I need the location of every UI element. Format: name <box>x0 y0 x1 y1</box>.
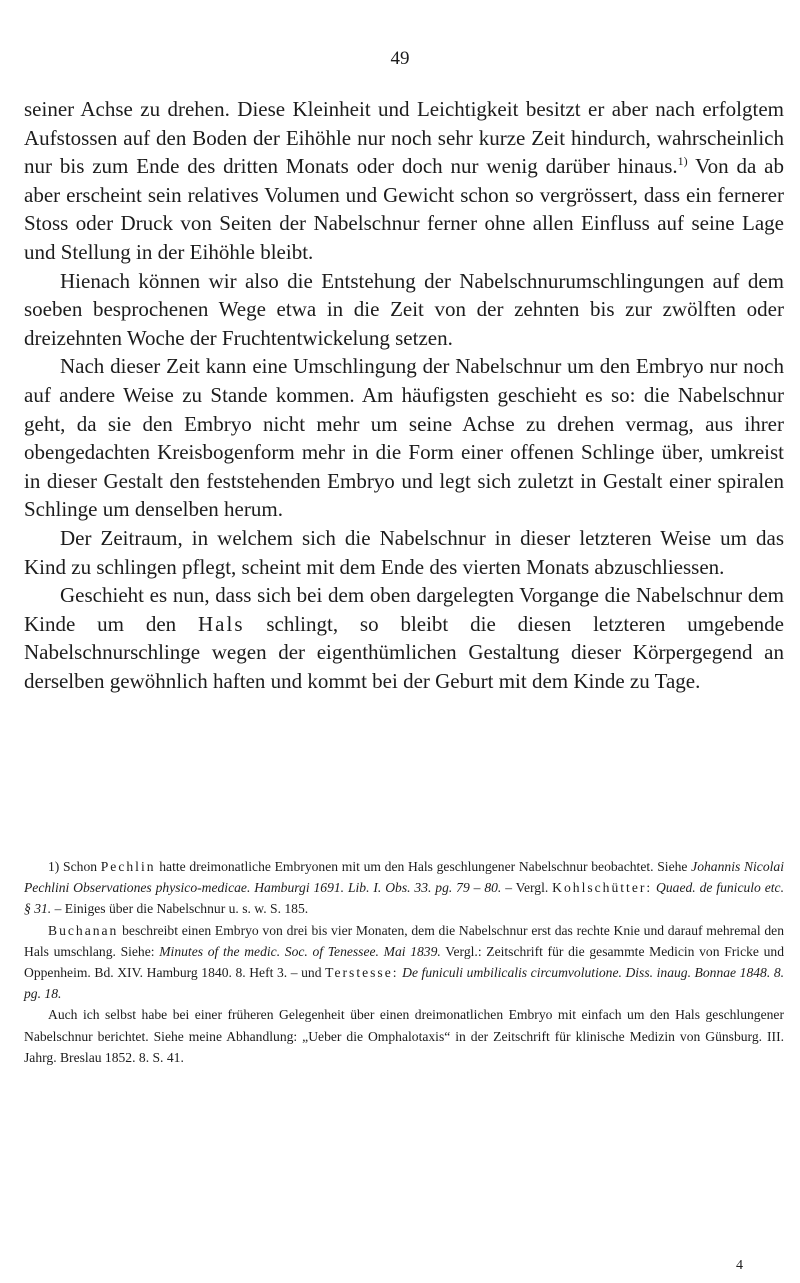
citation-pechlin: Johannis Nicolai Pechlini Observationes physico-medicae. Hamburgi 1691. Lib. I. Obs. 33. pg. 79 – 80. <box>24 859 784 896</box>
footnote-text: – Einiges über die Nabelschnur u. s. w. S. 185. <box>54 901 309 917</box>
author-buchanan: Buchanan <box>48 922 119 938</box>
paragraph-1-text: seiner Achse zu drehen. Diese Kleinheit und Leichtigkeit besitzt er aber nach erfolgtem Aufstossen auf den Boden der Eihöhle nur noch sehr kurze Zeit hindurch, wahrscheinlich nur bis zum Ende des dritten Monats oder doch nur wenig darüber hinaus. <box>24 97 784 179</box>
paragraph-5-text-b: schlingt, so bleibt die diesen letzteren umgebende Nabelschnurschlinge wegen der eigenthümlichen Gestaltung dieser Körpergegend an derselben gewöhnlich haften und kommt bei der Geburt mit dem Kinde zu Tage. <box>24 611 785 693</box>
footnote-1 <box>24 856 784 920</box>
paragraph-4: Der Zeitraum, in welchem sich die Nabelschnur in dieser letzteren Weise um das Kind zu schlingen pflegt, scheint mit dem Ende des vierten Monats abzuschliessen. <box>24 525 784 579</box>
emphasis-hals: Hals <box>198 611 245 636</box>
page-number: 49 <box>390 48 410 69</box>
paragraph-2: Hienach können wir also die Entstehung der Nabelschnurumschlingungen auf dem soeben besprochenen Wege etwa in die Zeit von der zehnten bis zur zwölften oder dreizehnten Woche der Fruchtentwickelung setzen. <box>24 268 784 350</box>
citation-kohlschuetter: Quaed. de funiculo etc. § 31. <box>24 880 784 917</box>
footnote-text: hatte dreimonatliche Embryonen mit um den Hals geschlungener Nabelschnur beobachtet. Siehe <box>159 859 688 874</box>
paragraph-1-continuation: Von da ab aber erscheint sein relatives Volumen und Gewicht schon so vergrössert, dass ein fernerer Stoss oder Druck von Seiten der Nabelschnur ferner ohne allen Einfluss auf seine Lage und Stellung in der Eihöhle bleibt. <box>24 154 784 264</box>
paragraph-5 <box>24 581 784 695</box>
author-pechlin: Pechlin <box>100 859 156 874</box>
main-text <box>24 95 784 695</box>
citation-terstesse: De funiculi umbilicalis circumvolutione. Diss. inaug. Bonnae 1848. 8. pg. 18. <box>24 965 785 1002</box>
footnote-1-own: Auch ich selbst habe bei einer früheren Gelegenheit über einen dreimonatlichen Embryo mit einfach um den Hals geschlungener Nabelschnur berichtet. Siehe meine Abhandlung: „Ueber die Omphalotaxis“ in der Zeitschrift für klinische Medizin von Günsburg. III. Jahrg. Breslau 1852. 8. S. 41. <box>24 1007 784 1065</box>
footnote-marker: 1) <box>48 859 60 874</box>
footnote-1-buchanan <box>24 920 784 1005</box>
footnote-text: beschreibt einen Embryo von drei bis vier Monaten, dem die Nabelschnur erst das rechte Knie und darauf mehremal den Hals umschlang. Siehe: <box>24 922 784 959</box>
footnote-reference: 1) <box>677 154 688 169</box>
author-terstesse: Terstesse: <box>325 965 399 981</box>
signature-mark: 4 <box>736 1258 743 1273</box>
author-kohlschuetter: Kohlschütter: <box>552 880 653 896</box>
paragraph-3: Nach dieser Zeit kann eine Umschlingung der Nabelschnur um den Embryo nur noch auf andere Weise zu Stande kommen. Am häufigsten geschieht es so: die Nabelschnur geht, da sie den Embryo nicht mehr um seine Achse zu drehen vermag, aus ihrer obengedachten Kreisbogenform mehr in die Form einer offenen Schlinge über, umkreist in dieser Gestalt den feststehenden Embryo und legt sich zuletzt in Gestalt einer spiralen Schlinge um denselben herum. <box>24 354 784 522</box>
footnote-text: Vergl.: Zeitschrift für die gesammte Medicin von Fricke und Oppenheim. Bd. XIV. Hamburg 1840. 8. Heft 3. – und <box>24 943 784 981</box>
footnote-text: Schon <box>63 859 98 874</box>
footnotes <box>24 856 784 1068</box>
footnote-text: – Vergl. <box>505 880 549 896</box>
paragraph-5-text-a: Geschieht es nun, dass sich bei dem oben dargelegten Vorgange die Nabelschnur dem Kinde um den <box>24 583 784 636</box>
paragraph-1 <box>24 95 784 267</box>
citation-minutes: Minutes of the medic. Soc. of Tenessee. Mai 1839. <box>159 943 441 959</box>
